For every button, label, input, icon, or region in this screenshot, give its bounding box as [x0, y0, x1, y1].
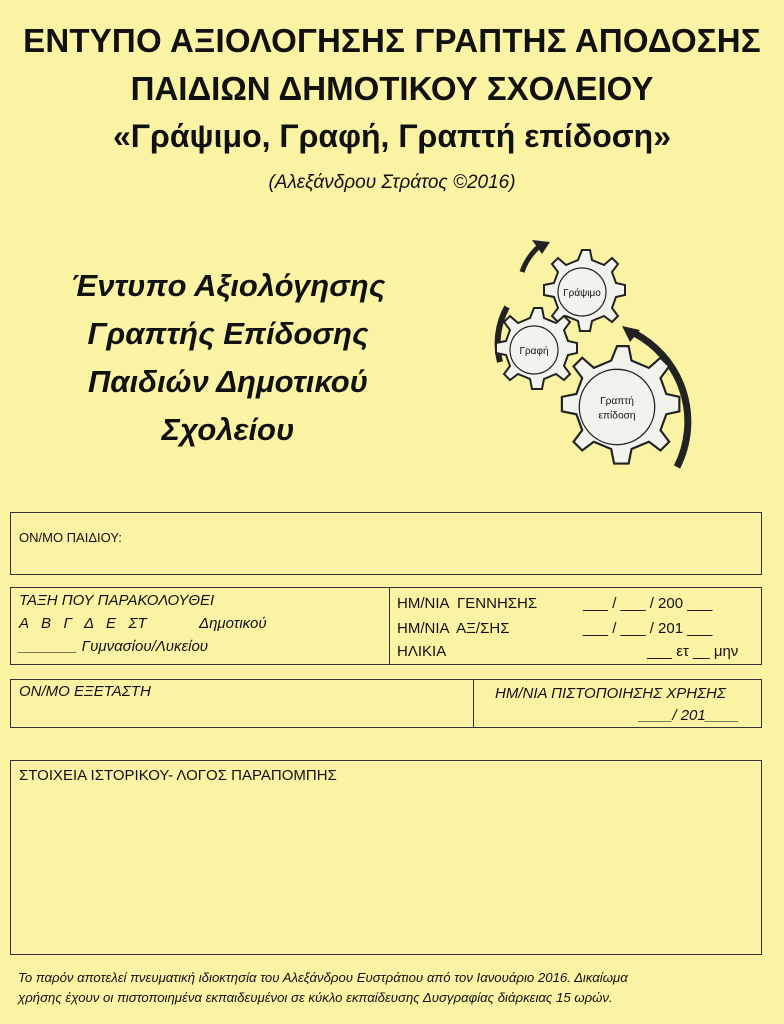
examiner-divider: [473, 680, 474, 727]
gear-performance-icon: [562, 346, 679, 463]
document-title-line4: Σχολείου: [161, 412, 295, 447]
certification-date-field[interactable]: ____/ 201____: [639, 707, 740, 724]
gear-writing-label: Γράψιμο: [563, 288, 601, 299]
age-label: ΗΛΙΚΙΑ: [397, 643, 447, 660]
class-secondary[interactable]: _______ Γυμνασίου/Λυκείου: [19, 638, 209, 655]
exam-date-label: ΗΜ/ΝΙΑ ΑΞ/ΣΗΣ: [397, 620, 510, 637]
gears-illustration: [472, 232, 722, 482]
document-title-line2: Γραπτής Επίδοσης: [87, 316, 369, 351]
class-label: ΤΑΞΗ ΠΟΥ ΠΑΡΑΚΟΛΟΥΘΕΙ: [19, 592, 215, 609]
class-letters[interactable]: Α Β Γ Δ Ε ΣΤ: [19, 615, 147, 632]
examiner-box: [10, 679, 762, 728]
copyright-line1: Το παρόν αποτελεί πνευματική ιδιοκτησία του Αλεξάνδρου Ευστράτιου από τον Ιανουάριο 2016. Δικαίωμα: [18, 970, 628, 985]
class-dates-box: [10, 587, 762, 665]
history-box[interactable]: [10, 760, 762, 955]
examiner-label: ΟΝ/ΜΟ ΕΞΕΤΑΣΤΗ: [19, 683, 151, 700]
birth-date-field[interactable]: ___ / ___ / 200 ___: [583, 595, 713, 612]
document-title-line3: Παιδιών Δημοτικού: [88, 364, 368, 399]
class-primary: Δημοτικού: [199, 615, 267, 632]
class-dates-divider: [389, 588, 390, 664]
child-name-box[interactable]: [10, 512, 762, 575]
exam-date-field[interactable]: ___ / ___ / 201 ___: [583, 620, 713, 637]
document-title-line1: Έντυπο Αξιολόγησης: [70, 268, 386, 303]
header-title-line2: ΠΑΙΔΙΩΝ ΔΗΜΟΤΙΚΟΥ ΣΧΟΛΕΙΟΥ: [130, 70, 654, 107]
certification-date-label: ΗΜ/ΝΙΑ ΠΙΣΤΟΠΟΙΗΣΗΣ ΧΡΗΣΗΣ: [495, 685, 726, 702]
header-author: (Αλεξάνδρου Στράτος ©2016): [268, 172, 516, 193]
child-name-label: ΟΝ/ΜΟ ΠΑΙΔΙΟΥ:: [19, 530, 122, 545]
gear-performance-label-1: Γραπτή: [600, 396, 634, 408]
gear-handwriting-label: Γραφή: [519, 346, 549, 357]
age-field[interactable]: ___ ετ __ μην: [647, 643, 739, 660]
gear-performance-label-2: επίδοση: [598, 410, 636, 422]
history-label: ΣΤΟΙΧΕΙΑ ΙΣΤΟΡΙΚΟΥ- ΛΟΓΟΣ ΠΑΡΑΠΟΜΠΗΣ: [19, 767, 337, 784]
header-title-line1: ΕΝΤΥΠΟ ΑΞΙΟΛΟΓΗΣΗΣ ΓΡΑΠΤΗΣ ΑΠΟΔΟΣΗΣ: [23, 22, 761, 59]
gear-handwriting-icon: [496, 308, 577, 389]
header-subtitle: «Γράψιμο, Γραφή, Γραπτή επίδοση»: [112, 118, 671, 154]
copyright-line2: χρήσης έχουν οι πιστοποιημένα εκπαιδευμένοι σε κύκλο εκπαίδευσης Δυσγραφίας διάρκειας 15 ωρών.: [18, 990, 613, 1005]
gear-writing-icon: [544, 250, 625, 331]
birth-date-label: ΗΜ/ΝΙΑ ΓΕΝΝΗΣΗΣ: [397, 595, 538, 612]
document-title: [8, 262, 448, 454]
copyright-notice: [18, 968, 778, 1008]
